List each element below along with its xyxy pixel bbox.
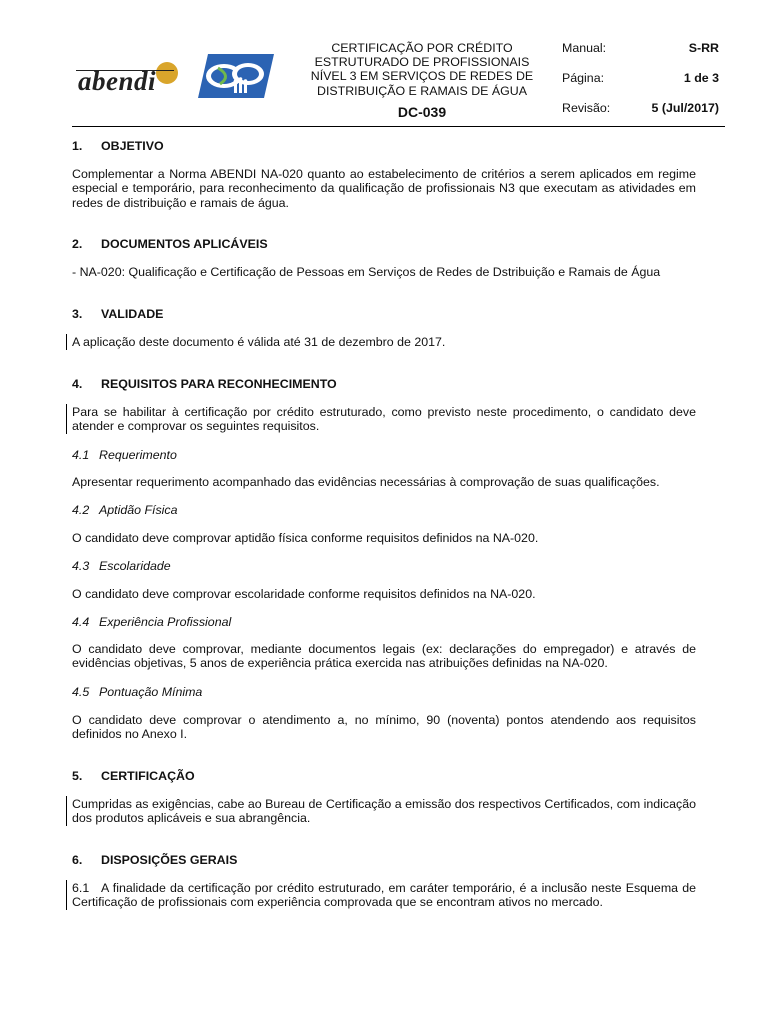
- subsection-paragraph: O candidato deve comprovar o atendimento a, no mínimo, 90 (noventa) pontos atendendo aos requisitos definidos no Anexo I.: [72, 713, 696, 742]
- section-paragraph: Cumpridas as exigências, cabe ao Bureau de Certificação a emissão dos respectivos Certificados, com indicação dos produtos aplicáveis e sua abrangência.: [72, 797, 696, 826]
- revision-change-bar: [66, 334, 67, 350]
- subsection-paragraph: O candidato deve comprovar aptidão física conforme requisitos definidos na NA-020.: [72, 531, 539, 545]
- title-line: DISTRIBUIÇÃO E RAMAIS DE ÁGUA: [317, 83, 527, 98]
- subsection-number: 4.1: [72, 448, 90, 462]
- subsection-title: Experiência Profissional: [99, 615, 232, 629]
- section-heading: [72, 237, 696, 251]
- revision-row: [562, 101, 725, 119]
- manual-row: [562, 41, 725, 59]
- section-number: 6.: [72, 853, 83, 867]
- page-row: [562, 71, 725, 89]
- section-number: 5.: [72, 769, 83, 783]
- section-number: 2.: [72, 237, 83, 251]
- section-paragraph: Complementar a Norma ABENDI NA-020 quanto ao estabelecimento de critérios a serem aplicados em regime especial e temporário, para reconhecimento da qualificação de profissionais N3 que executam as atividades em redes de distribuição e ramais de água.: [72, 167, 696, 210]
- section-heading: [72, 769, 696, 783]
- section-title: REQUISITOS PARA RECONHECIMENTO: [101, 377, 337, 391]
- section-paragraph: - NA-020: Qualificação e Certificação de Pessoas em Serviços de Redes de Dstribuição e Ramais de Água: [72, 265, 661, 279]
- section-paragraph: Para se habilitar à certificação por crédito estruturado, como previsto neste procedimento, o candidato deve atender e comprovar os seguintes requisitos.: [72, 405, 696, 434]
- subsection-title: Requerimento: [99, 448, 177, 462]
- subsection-heading: [72, 503, 696, 517]
- section-title: VALIDADE: [101, 307, 164, 321]
- section-number: 3.: [72, 307, 83, 321]
- subsection-paragraph: O candidato deve comprovar, mediante documentos legais (ex: declarações do empregador) e através de evidências objetivas, 5 anos de experiência prática exercida nas atribuições definidas na NA-020.: [72, 642, 696, 671]
- page-value: 1 de 3: [683, 71, 719, 85]
- abendi-logo-dot: [156, 62, 178, 84]
- subsection-title: Pontuação Mínima: [99, 685, 203, 699]
- document-header: [72, 38, 725, 127]
- subsection-heading: [72, 448, 696, 462]
- section-heading: [72, 307, 696, 321]
- section-title: DOCUMENTOS APLICÁVEIS: [101, 237, 268, 251]
- subsection-paragraph: Apresentar requerimento acompanhado das evidências necessárias à comprovação de suas qualificações.: [72, 475, 660, 489]
- revision-change-bar: [66, 796, 67, 826]
- logos: [72, 52, 282, 102]
- subsection-heading: [72, 685, 696, 699]
- subsection-heading: [72, 559, 696, 573]
- page-label: Página:: [562, 71, 605, 85]
- section-title: DISPOSIÇÕES GERAIS: [101, 853, 238, 867]
- manual-value: S-RR: [688, 41, 719, 55]
- section-heading: [72, 377, 696, 391]
- section-paragraph: A aplicação deste documento é válida até 31 de dezembro de 2017.: [72, 335, 446, 349]
- document-code: DC-039: [397, 104, 447, 120]
- subsection-number: 4.2: [72, 503, 90, 517]
- section-title: CERTIFICAÇÃO: [101, 769, 195, 783]
- section-heading: [72, 853, 696, 867]
- certification-logo: [198, 54, 274, 98]
- manual-label: Manual:: [562, 41, 607, 55]
- revision-label: Revisão:: [562, 101, 611, 115]
- revision-change-bar: [66, 404, 67, 434]
- subsection-heading: [72, 615, 696, 629]
- title-line: ESTRUTURADO DE PROFISSIONAIS: [314, 55, 530, 70]
- section-number: 4.: [72, 377, 83, 391]
- section-paragraph: 6.1 A finalidade da certificação por crédito estruturado, em caráter temporário, é a inclusão neste Esquema de Certificação de profissionais com experiência comprovada que se encontram ativos no mercado.: [72, 881, 700, 910]
- document-title: [292, 41, 552, 98]
- abendi-logo: abendi: [78, 66, 157, 96]
- subsection-number: 4.4: [72, 615, 90, 629]
- subsection-title: Aptidão Física: [99, 503, 178, 517]
- title-line: NÍVEL 3 EM SERVIÇOS DE REDES DE: [310, 69, 534, 84]
- section-number: 1.: [72, 139, 83, 153]
- section-heading: [72, 139, 696, 153]
- subsection-title: Escolaridade: [99, 559, 171, 573]
- subsection-number: 4.3: [72, 559, 90, 573]
- subsection-number: 4.5: [72, 685, 90, 699]
- revision-value: 5 (Jul/2017): [651, 101, 719, 115]
- title-line: CERTIFICAÇÃO POR CRÉDITO: [331, 41, 513, 55]
- revision-change-bar: [66, 880, 67, 910]
- subsection-paragraph: O candidato deve comprovar escolaridade conforme requisitos definidos na NA-020.: [72, 587, 536, 601]
- section-title: OBJETIVO: [101, 139, 164, 153]
